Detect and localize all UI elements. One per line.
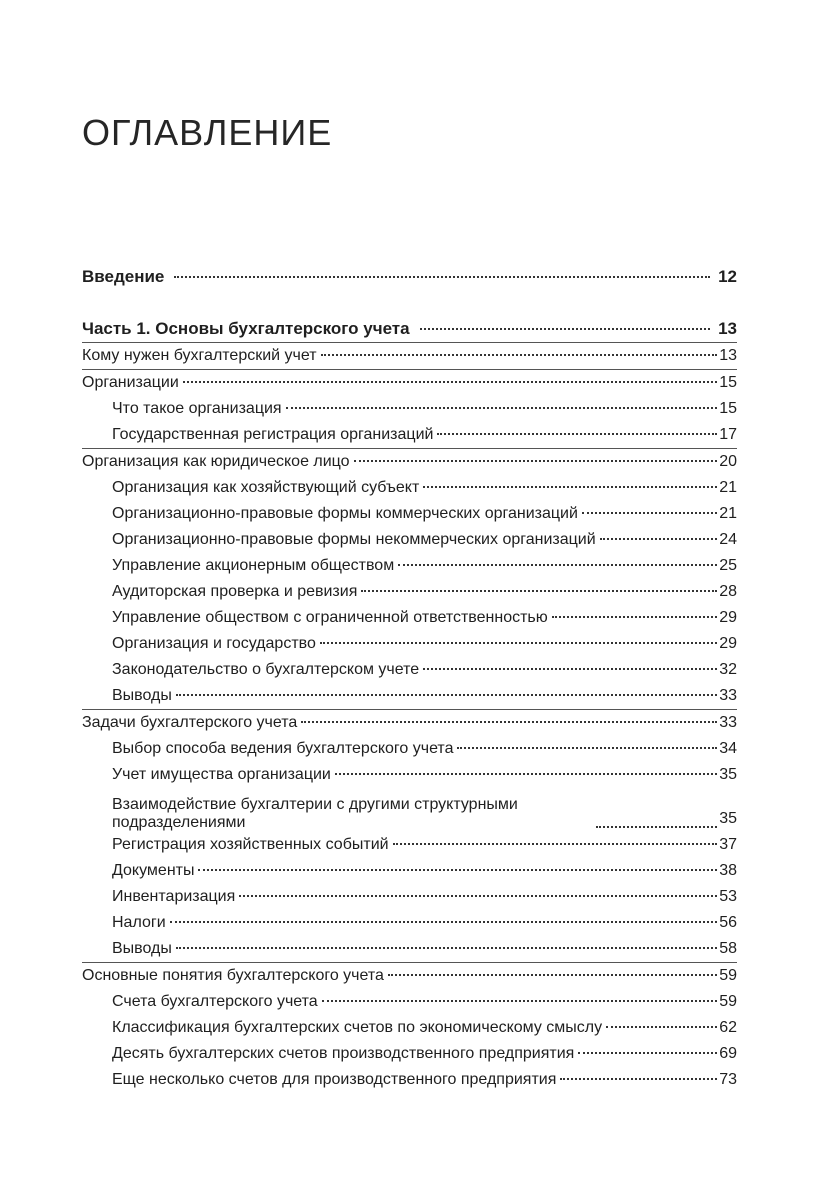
toc-entry-part-1[interactable] <box>82 316 737 342</box>
dot-leader <box>301 721 717 723</box>
toc-entry-page: 32 <box>719 661 737 678</box>
toc-entry-title: Выводы <box>112 940 172 957</box>
dot-leader <box>322 1000 718 1002</box>
toc-entry-page: 17 <box>719 426 737 443</box>
toc-entry-title: Документы <box>112 862 195 879</box>
toc-entry[interactable] <box>82 963 737 989</box>
toc-entry[interactable] <box>82 736 737 762</box>
toc-entry-title: Организации <box>82 374 179 391</box>
toc-entry-title: Введение <box>82 267 165 286</box>
dot-leader <box>393 843 718 845</box>
toc-entry-page: 29 <box>719 635 737 652</box>
toc-entry-page: 28 <box>719 583 737 600</box>
spacer <box>82 290 737 316</box>
toc-entry[interactable] <box>82 788 737 832</box>
toc-entry-title: Организационно-правовые формы коммерческих организаций <box>112 505 578 522</box>
dot-leader <box>361 590 717 592</box>
toc-entry-introduction[interactable] <box>82 264 737 290</box>
toc-entry-page: 35 <box>719 810 737 827</box>
toc-entry-page: 21 <box>719 479 737 496</box>
toc-entry[interactable] <box>82 449 737 475</box>
toc-entry-title: Кому нужен бухгалтерский учет <box>82 347 317 364</box>
toc-entry-title: Основные понятия бухгалтерского учета <box>82 967 384 984</box>
toc-entry-page: 38 <box>719 862 737 879</box>
toc-entry-page: 53 <box>719 888 737 905</box>
toc-entry-title: Аудиторская проверка и ревизия <box>112 583 358 600</box>
dot-leader <box>286 407 718 409</box>
dot-leader <box>420 328 710 330</box>
toc-entry-title: Выбор способа ведения бухгалтерского учета <box>112 740 454 757</box>
dot-leader <box>606 1026 717 1028</box>
toc-entry[interactable] <box>82 989 737 1015</box>
toc-entry-page: 35 <box>719 766 737 783</box>
toc-entry-title: Часть 1. Основы бухгалтерского учета <box>82 319 410 338</box>
toc-entry-title: Управление акционерным обществом <box>112 557 395 574</box>
toc-entry[interactable] <box>82 762 737 788</box>
dot-leader <box>582 512 717 514</box>
toc-entry-page: 15 <box>719 400 737 417</box>
dot-leader <box>437 433 717 435</box>
toc-entry[interactable] <box>82 884 737 910</box>
toc-entry-page: 33 <box>719 714 737 731</box>
dot-leader <box>552 616 717 618</box>
toc-entry[interactable] <box>82 370 737 396</box>
dot-leader <box>596 826 717 828</box>
toc-entry[interactable] <box>82 631 737 657</box>
toc-entry-page: 13 <box>719 347 737 364</box>
dot-leader <box>170 921 718 923</box>
toc-entry-page: 58 <box>719 940 737 957</box>
toc-entry-title: Организация как хозяйствующий субъект <box>112 479 420 496</box>
page-title: ОГЛАВЛЕНИЕ <box>82 112 333 153</box>
toc-entry[interactable] <box>82 910 737 936</box>
toc-entry-title: Инвентаризация <box>112 888 236 905</box>
toc-entry[interactable] <box>82 527 737 553</box>
toc-entry-page: 69 <box>719 1045 737 1062</box>
toc-entry-title: Управление обществом с ограниченной ответственностью <box>112 609 548 626</box>
toc-entry[interactable] <box>82 936 737 962</box>
toc-entry[interactable] <box>82 710 737 736</box>
dot-leader <box>321 354 718 356</box>
toc-entry-page: 34 <box>719 740 737 757</box>
toc-entry-title: Организация и государство <box>112 635 316 652</box>
dot-leader <box>578 1052 717 1054</box>
toc-entry[interactable] <box>82 832 737 858</box>
toc-entry[interactable] <box>82 1067 737 1093</box>
toc-entry-page: 59 <box>719 967 737 984</box>
toc-entry-page: 21 <box>719 505 737 522</box>
dot-leader <box>388 974 717 976</box>
dot-leader <box>600 538 718 540</box>
toc-entry-page: 12 <box>718 267 737 286</box>
dot-leader <box>176 694 717 696</box>
toc-entry[interactable] <box>82 396 737 422</box>
toc-entry-title: Десять бухгалтерских счетов производственного предприятия <box>112 1045 575 1062</box>
toc-entry-title: Организационно-правовые формы некоммерческих организаций <box>112 531 596 548</box>
dot-leader <box>176 947 717 949</box>
dot-leader <box>198 869 717 871</box>
dot-leader <box>183 381 717 383</box>
toc-entry-title: Что такое организация <box>112 400 282 417</box>
toc-entry[interactable] <box>82 858 737 884</box>
toc-entry-title: Учет имущества организации <box>112 766 331 783</box>
table-of-contents <box>82 264 737 1093</box>
dot-leader <box>423 668 717 670</box>
dot-leader <box>239 895 717 897</box>
toc-entry-title: Выводы <box>112 687 172 704</box>
toc-entry-page: 37 <box>719 836 737 853</box>
toc-entry[interactable] <box>82 343 737 369</box>
toc-entry-page: 29 <box>719 609 737 626</box>
dot-leader <box>457 747 717 749</box>
toc-entry-title: Задачи бухгалтерского учета <box>82 714 298 731</box>
toc-entry-title: Еще несколько счетов для производственного предприятия <box>112 1071 557 1088</box>
toc-entry-page: 56 <box>719 914 737 931</box>
dot-leader <box>398 564 717 566</box>
toc-entry[interactable] <box>82 605 737 631</box>
dot-leader <box>320 642 717 644</box>
dot-leader <box>423 486 717 488</box>
toc-entry-title: Классификация бухгалтерских счетов по экономическому смыслу <box>112 1019 603 1036</box>
toc-entry-page: 59 <box>719 993 737 1010</box>
toc-entry-title: Счета бухгалтерского учета <box>112 993 318 1010</box>
toc-entry[interactable] <box>82 579 737 605</box>
dot-leader <box>174 276 710 278</box>
toc-entry-page: 13 <box>718 319 737 338</box>
toc-entry-page: 73 <box>719 1071 737 1088</box>
toc-entry-page: 15 <box>719 374 737 391</box>
toc-entry[interactable] <box>82 657 737 683</box>
toc-entry-page: 33 <box>719 687 737 704</box>
toc-entry[interactable] <box>82 1015 737 1041</box>
toc-entry-title: Законодательство о бухгалтерском учете <box>112 661 420 678</box>
toc-entry-title: Взаимодействие бухгалтерии с другими структурными подразделениями <box>112 796 518 831</box>
toc-entry-title: Налоги <box>112 914 166 931</box>
toc-entry[interactable] <box>82 553 737 579</box>
toc-entry-page: 25 <box>719 557 737 574</box>
dot-leader <box>354 460 718 462</box>
toc-entry[interactable] <box>82 475 737 501</box>
dot-leader <box>560 1078 717 1080</box>
toc-entry[interactable] <box>82 683 737 709</box>
toc-entry[interactable] <box>82 1041 737 1067</box>
toc-entry[interactable] <box>82 501 737 527</box>
toc-entry-title: Государственная регистрация организаций <box>112 426 434 443</box>
dot-leader <box>335 773 717 775</box>
toc-entry[interactable] <box>82 422 737 448</box>
toc-entry-page: 24 <box>719 531 737 548</box>
toc-entry-page: 62 <box>719 1019 737 1036</box>
toc-entry-page: 20 <box>719 453 737 470</box>
toc-entry-title: Регистрация хозяйственных событий <box>112 836 389 853</box>
toc-entry-title: Организация как юридическое лицо <box>82 453 350 470</box>
